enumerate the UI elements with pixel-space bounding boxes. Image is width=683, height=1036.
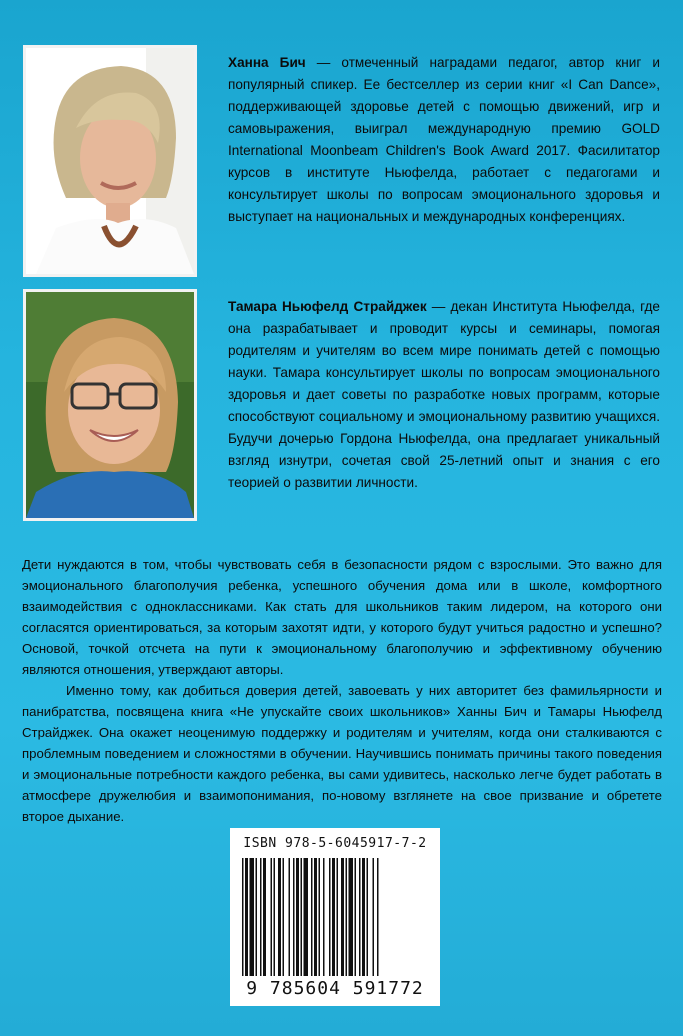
- barcode-bar: [332, 858, 335, 976]
- barcode-bar: [263, 858, 266, 976]
- barcode-bar: [296, 858, 299, 976]
- barcode-bar: [271, 858, 273, 976]
- barcode-bar: [283, 858, 285, 976]
- barcode-bar: [337, 858, 339, 976]
- barcode-bar: [293, 858, 295, 976]
- barcode-bar: [349, 858, 354, 976]
- barcode-bar: [301, 858, 303, 976]
- barcode-bar: [260, 858, 262, 976]
- description-paragraph-2: Именно тому, как добиться доверия детей, завоевать у них авторитет без фамильярности и панибратства, посвящена книга «Не упускайте своих школьников» Ханны Бич и Тамары Ньюфелд Страйджек. Она окажет неоценимую поддержку и родителям и учителям, когда они сталкиваются с проблемным поведением и сложностями в обучении. Научившись понимать причины такого поведения и эмоциональные потребности каждого ребенка, вы сами удивитесь, насколько легче будет работать в атмосфере дружелюбия и взаимопонимания, по-новому взглянете на свое призвание и обретете второе дыхание.: [22, 683, 662, 824]
- barcode-bar: [274, 858, 276, 976]
- author-name-1: Ханна Бич: [228, 55, 306, 70]
- author-photo-hanna-beach: [26, 48, 194, 274]
- barcode-bar: [311, 858, 313, 976]
- barcode-bars: [242, 858, 428, 976]
- barcode-bar: [329, 858, 331, 976]
- author-bio-2: [228, 296, 660, 494]
- barcode-bar: [355, 858, 357, 976]
- barcode-bar: [278, 858, 281, 976]
- barcode-bar: [373, 858, 375, 976]
- ean-number: 9 785604 591772: [246, 978, 424, 999]
- barcode-block: [230, 828, 440, 1006]
- barcode-bar: [367, 858, 369, 976]
- author-name-2: Тамара Ньюфелд Страйджек: [228, 299, 427, 314]
- book-description: [22, 554, 662, 827]
- barcode-bar: [377, 858, 379, 976]
- barcode-bar: [245, 858, 248, 976]
- author-photo-tamara-neufeld-strijack: [26, 292, 194, 518]
- barcode-bar: [304, 858, 309, 976]
- description-paragraph-1: Дети нуждаются в том, чтобы чувствовать себя в безопасности рядом с взрослыми. Это важно для эмоционального благополучия ребенка, успешного обучения дома или в школе, комфортного взаимодействия с одноклассниками. Как стать для школьников таким лидером, на которого они согласятся ориентироваться, за которым захотят идти, у которого будут учиться радостно и успешно? Основой, точкой отсчета на пути к эмоциональному благополучию и эффективному обучению являются отношения, утверждают авторы.: [22, 557, 662, 677]
- barcode-bar: [359, 858, 361, 976]
- barcode-bar: [362, 858, 365, 976]
- barcode-bar: [256, 858, 258, 976]
- barcode-bar: [346, 858, 348, 976]
- barcode-bar: [323, 858, 325, 976]
- barcode-bar: [250, 858, 255, 976]
- author-bio-text-1: — отмеченный наградами педагог, автор книг и популярный спикер. Ее бестселлер из серии книг «I Can Dance», поддерживающей здоровье детей с помощью движений, игр и самовыражения, выиграл международную премию GOLD International Moonbeam Children's Book Award 2017. Фасилитатор курсов в институте Ньюфелда, работает с педагогами и консультирует школы по вопросам эмоционального здоровья и выступает на национальных и международных конференциях.: [228, 55, 660, 224]
- barcode-bar: [319, 858, 321, 976]
- barcode-bar: [314, 858, 317, 976]
- isbn-label: ISBN 978-5-6045917-7-2: [243, 836, 427, 851]
- author-bio-1: [228, 52, 660, 228]
- barcode-bar: [341, 858, 344, 976]
- author-bio-text-2: — декан Института Ньюфелда, где она разрабатывает и проводит курсы и семинары, помогая родителям и учителям во всем мире понимать детей с помощью науки. Тамара консультирует школы по вопросам эмоционального здоровья и дает советы по разработке новых программ, которые способствуют социальному и эмоциональному развитию учащихся. Будучи дочерью Гордона Ньюфелда, она предлагает уникальный взгляд изнутри, сочетая свой 25-летний опыт и знания с его теорией о развитии личности.: [228, 299, 660, 490]
- barcode-bar: [289, 858, 291, 976]
- barcode-bar: [242, 858, 244, 976]
